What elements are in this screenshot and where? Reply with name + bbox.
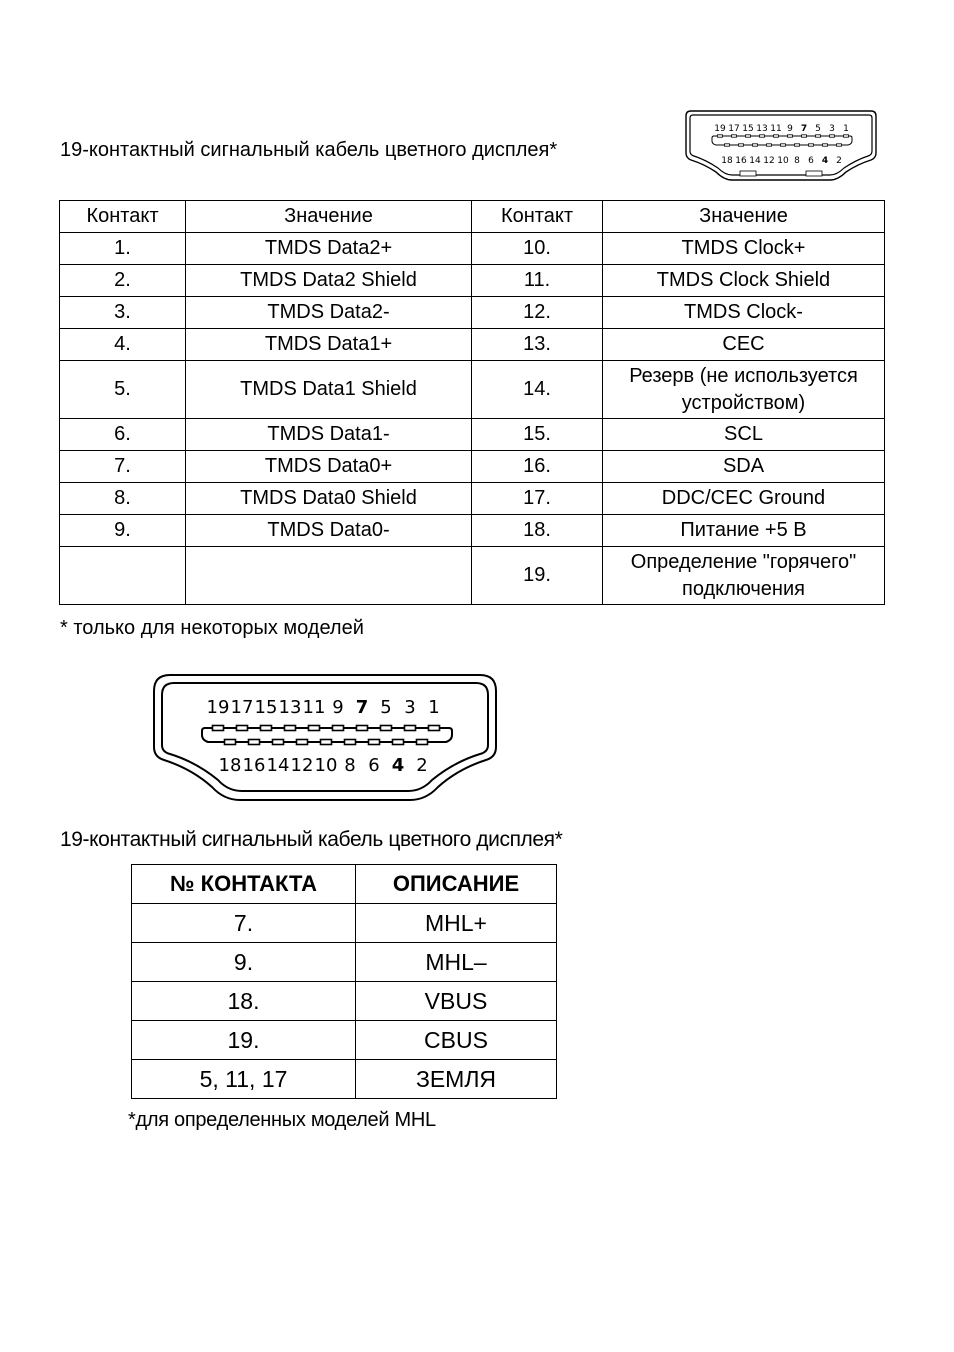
pin-pad (802, 135, 807, 137)
pin-number-label: 8 (794, 156, 800, 166)
pin-pad (781, 144, 786, 146)
contact-cell: 7. (60, 451, 186, 483)
pin-pad (746, 135, 751, 137)
description-cell: MHL– (356, 943, 557, 982)
header-contact-1: Контакт (60, 201, 186, 233)
pin-pad (739, 144, 744, 146)
pin-pad (381, 726, 392, 731)
header-contact-2: Контакт (472, 201, 603, 233)
table-row (60, 419, 885, 451)
pin-number-label: 15 (742, 124, 754, 134)
value-cell: SCL (603, 419, 885, 451)
pin-pad (297, 740, 308, 745)
pin-number-label: 17 (230, 697, 254, 718)
value-cell (186, 547, 472, 605)
pin-number-label: 14 (266, 755, 290, 776)
pin-number-label: 2 (416, 755, 428, 776)
pin-pad (357, 726, 368, 731)
pin-cell: 5, 11, 17 (132, 1060, 356, 1099)
header-value-2: Значение (603, 201, 885, 233)
pin-pad (405, 726, 416, 731)
pin-pad (809, 144, 814, 146)
value-cell: Резерв (не используется устройством) (603, 361, 885, 419)
pin-pad (321, 740, 332, 745)
contact-cell: 4. (60, 329, 186, 361)
table-row (132, 904, 557, 943)
pin-number-label: 10 (777, 156, 789, 166)
pin-number-label: 19 (714, 124, 726, 134)
pin-number-label: 17 (728, 124, 740, 134)
contact-cell: 12. (472, 297, 603, 329)
pin-pad (225, 740, 236, 745)
pin-number-label: 5 (380, 697, 392, 718)
value-cell: TMDS Clock- (603, 297, 885, 329)
contact-cell: 9. (60, 515, 186, 547)
pin-number-label: 1 (843, 124, 849, 134)
pin-number-label: 3 (829, 124, 835, 134)
value-cell: SDA (603, 451, 885, 483)
hdmi-connector-small-diagram (680, 108, 882, 184)
contact-cell: 2. (60, 265, 186, 297)
value-cell: TMDS Data0- (186, 515, 472, 547)
pin-pad (718, 135, 723, 137)
pin-number-label: 7 (800, 124, 808, 134)
pin-pad (237, 726, 248, 731)
table-row (60, 451, 885, 483)
value-cell: TMDS Data2 Shield (186, 265, 472, 297)
pin-number-label: 1 (428, 697, 440, 718)
pin-number-label: 4 (391, 755, 405, 776)
value-cell: Питание +5 В (603, 515, 885, 547)
pin-cell: 7. (132, 904, 356, 943)
contact-cell: 11. (472, 265, 603, 297)
pin-pad (830, 135, 835, 137)
pin-number-label: 19 (206, 697, 230, 718)
contact-cell: 3. (60, 297, 186, 329)
pin-pad (837, 144, 842, 146)
pin-pad (213, 726, 224, 731)
pin-cell: 18. (132, 982, 356, 1021)
pin-pad (767, 144, 772, 146)
value-cell: TMDS Data1- (186, 419, 472, 451)
pin-pad (345, 740, 356, 745)
description-cell: ЗЕМЛЯ (356, 1060, 557, 1099)
value-cell: TMDS Clock Shield (603, 265, 885, 297)
pin-number-label: 6 (808, 156, 814, 166)
pin-pad (369, 740, 380, 745)
table-row (132, 1021, 557, 1060)
pin-pad (417, 740, 428, 745)
contact-cell: 17. (472, 483, 603, 515)
value-cell: TMDS Data1+ (186, 329, 472, 361)
header-value-1: Значение (186, 201, 472, 233)
pin-number-label: 14 (749, 156, 761, 166)
pin-pad (273, 740, 284, 745)
description-cell: VBUS (356, 982, 557, 1021)
pin-number-label: 7 (355, 697, 369, 718)
pin-pad (823, 144, 828, 146)
contact-cell: 5. (60, 361, 186, 419)
table-row (60, 483, 885, 515)
contact-cell: 8. (60, 483, 186, 515)
contact-cell: 6. (60, 419, 186, 451)
contact-cell (60, 547, 186, 605)
pin-pad (309, 726, 320, 731)
pin-assignment-table (59, 200, 885, 605)
pin-pad (732, 135, 737, 137)
value-cell: TMDS Clock+ (603, 233, 885, 265)
contact-cell: 14. (472, 361, 603, 419)
table-row (60, 515, 885, 547)
table-row (60, 361, 885, 419)
contact-cell: 13. (472, 329, 603, 361)
hdmi-connector-large-diagram (152, 673, 498, 803)
pin-number-label: 15 (254, 697, 278, 718)
table-row (132, 1060, 557, 1099)
pin-number-label: 11 (302, 697, 326, 718)
pin-number-label: 12 (763, 156, 775, 166)
pin-pad (285, 726, 296, 731)
pin-pad (774, 135, 779, 137)
pin-number-label: 12 (290, 755, 314, 776)
value-cell: Определение "горячего" подключения (603, 547, 885, 605)
table-row (60, 547, 885, 605)
pin-number-label: 5 (815, 124, 821, 134)
pin-pad (753, 144, 758, 146)
value-cell: TMDS Data2+ (186, 233, 472, 265)
pin-number-label: 4 (821, 156, 829, 166)
value-cell: TMDS Data2- (186, 297, 472, 329)
pin-number-label: 16 (242, 755, 266, 776)
pin-number-label: 9 (332, 697, 344, 718)
pin-pad (429, 726, 440, 731)
value-cell: CEC (603, 329, 885, 361)
contact-cell: 10. (472, 233, 603, 265)
pin-pad (795, 144, 800, 146)
pin-number-label: 18 (218, 755, 242, 776)
footnote-some-models: * только для некоторых моделей (60, 617, 364, 639)
table-row (60, 265, 885, 297)
pin-number-label: 18 (721, 156, 733, 166)
pin-pad (249, 740, 260, 745)
pin-number-label: 2 (836, 156, 842, 166)
pin-pad (261, 726, 272, 731)
value-cell: DDC/CEC Ground (603, 483, 885, 515)
value-cell: TMDS Data1 Shield (186, 361, 472, 419)
pin-number-label: 13 (756, 124, 768, 134)
description-cell: CBUS (356, 1021, 557, 1060)
pin-pad (393, 740, 404, 745)
pin-pad (760, 135, 765, 137)
contact-cell: 18. (472, 515, 603, 547)
mhl-pin-table (131, 864, 557, 1099)
pin-pad (725, 144, 730, 146)
footnote-mhl-models: *для определенных моделей MHL (128, 1109, 436, 1131)
section1-title: 19-контактный сигнальный кабель цветного дисплея* (60, 139, 558, 161)
table-row (60, 233, 885, 265)
header-pin-number: № КОНТАКТА (132, 865, 356, 904)
table-row (60, 297, 885, 329)
table-row (132, 982, 557, 1021)
pin-number-label: 9 (787, 124, 793, 134)
pin-number-label: 10 (314, 755, 338, 776)
contact-cell: 1. (60, 233, 186, 265)
pin-number-label: 11 (770, 124, 782, 134)
pin-number-label: 8 (344, 755, 356, 776)
value-cell: TMDS Data0+ (186, 451, 472, 483)
contact-cell: 15. (472, 419, 603, 451)
table-row (132, 943, 557, 982)
pin-pad (333, 726, 344, 731)
pin-pad (844, 135, 849, 137)
pin-number-label: 3 (404, 697, 416, 718)
header-description: ОПИСАНИЕ (356, 865, 557, 904)
pin-cell: 19. (132, 1021, 356, 1060)
pin-number-label: 13 (278, 697, 302, 718)
pin-cell: 9. (132, 943, 356, 982)
pin-pad (788, 135, 793, 137)
table-row (60, 329, 885, 361)
section2-title: 19-контактный сигнальный кабель цветного дисплея* (60, 828, 563, 851)
pin-number-label: 16 (735, 156, 747, 166)
contact-cell: 19. (472, 547, 603, 605)
contact-cell: 16. (472, 451, 603, 483)
value-cell: TMDS Data0 Shield (186, 483, 472, 515)
description-cell: MHL+ (356, 904, 557, 943)
pin-number-label: 6 (368, 755, 380, 776)
pin-pad (816, 135, 821, 137)
